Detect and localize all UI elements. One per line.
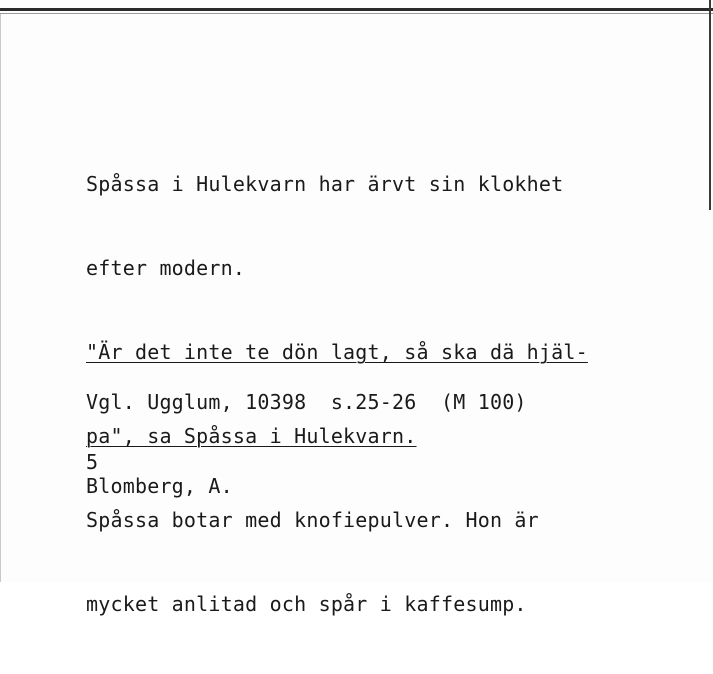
card-top-border-shadow — [0, 13, 713, 14]
paragraph-line: Spåssa i Hulekvarn har ärvt sin klokhet — [86, 172, 564, 196]
quoted-line-underlined: "Är det inte te dön lagt, så ska dä hjäl- — [86, 340, 588, 364]
paragraph-line: efter modern. — [86, 256, 246, 280]
card-top-border — [0, 8, 713, 11]
reference-block — [86, 332, 527, 556]
card-right-border — [709, 0, 711, 210]
quoted-line-underlined: pa", sa Spåssa i Hulekvarn. — [86, 424, 417, 448]
paragraph-line: mycket anlitad och spår i kaffesump. — [86, 592, 527, 616]
card-left-border — [0, 14, 1, 582]
reference-line: Vgl. Ugglum, 10398 s.25-26 (M 100) — [86, 390, 527, 414]
paragraph-line: Spåssa botar med knofiepulver. Hon är — [86, 508, 539, 532]
page-number: 5 — [86, 450, 99, 474]
informant-line: Blomberg, A. — [86, 474, 233, 498]
